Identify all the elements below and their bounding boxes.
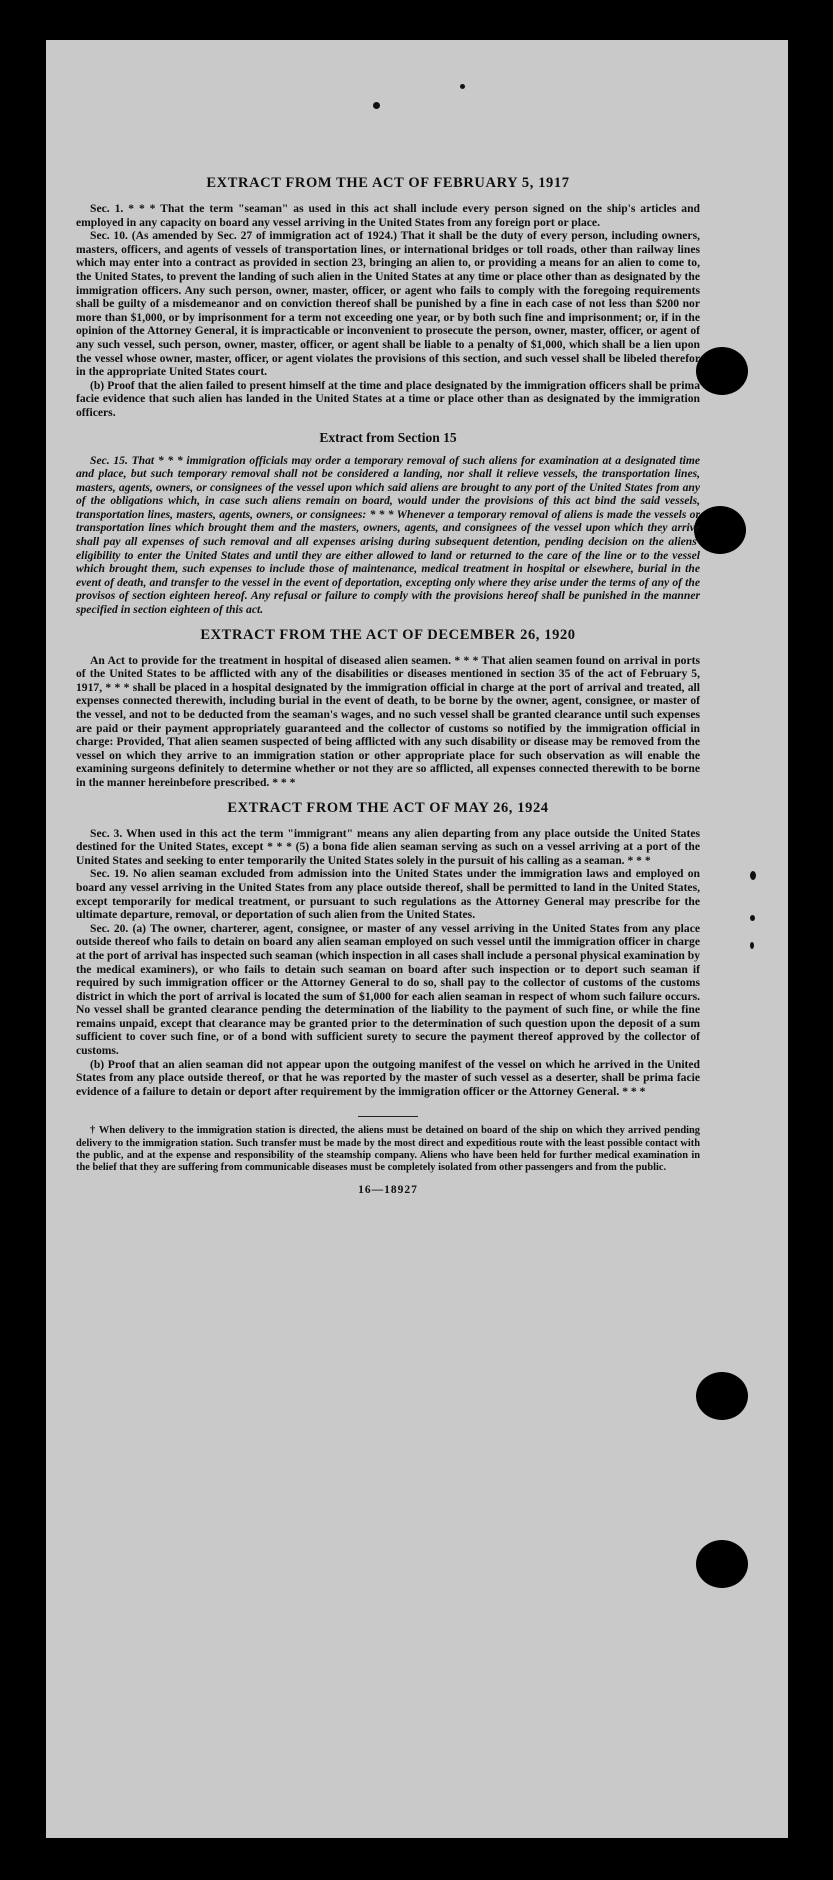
section-extract-15 — [76, 430, 700, 617]
paragraph: (b) Proof that an alien seaman did not appear upon the outgoing manifest of the vessel on which he arrived in the United States from any place outside thereof, or that he was reported by the master of such vessel as a deserter, shall be prima facie evidence of a failure to detain or deport after requirement by the immigration officer or the Attorney General. * * * — [76, 1057, 700, 1098]
paragraph: (b) Proof that the alien failed to present himself at the time and place designated by the immigration officers shall be prima facie evidence that such alien has landed in the United States at a time or place other than as designated by the immigration officers. — [76, 378, 700, 419]
paragraph: Sec. 10. (As amended by Sec. 27 of immigration act of 1924.) That it shall be the duty of every person, including owners, masters, officers, and agents of vessels of transportation lines, or international bridges or toll roads, other than railway lines which may enter into a contract as provided in section 23, bringing an alien to, or providing a means for an alien to come to, the United States, to prevent the landing of such alien in the United States at any time or place other than as designated by the immigration officers. Any such person, owner, master, officer, or agent who fails to comply with the foregoing requirements shall be guilty of a misdemeanor and on conviction thereof shall be punished by a fine in each case of not less than $200 nor more than $1,000, or by imprisonment for a term not exceeding one year, or by both such fine and imprisonment; or, if in the opinion of the Attorney General, it is impracticable or inconvenient to prosecute the person, owner, master, officer, or agent of any such vessel, such person, owner, master, officer, or agent shall be liable to a penalty of $1,000, which shall be a lien upon the vessel whose owner, master, officer, or agent violates the provisions of this section, and such vessel shall be libeled therefor in the appropriate United States court. — [76, 229, 700, 379]
footnote: † When delivery to the immigration station is directed, the aliens must be detained on board of the ship on which they arrived pending delivery to the immigration station. Such transfer must be made by the most direct and expeditious route with the least possible contact with the public, and at the expense and responsibility of the steamship company. Aliens who have been held for further medical examination in the belief that they are suffering from communicable diseases must be completely isolated from other passengers and from the public. — [76, 1125, 700, 1174]
section-heading: Extract from Section 15 — [319, 429, 457, 445]
section-act-1924 — [76, 800, 700, 1099]
section-heading: EXTRACT FROM THE ACT OF FEBRUARY 5, 1917 — [206, 175, 570, 191]
section-act-1920 — [76, 627, 700, 790]
binder-hole — [696, 1372, 748, 1420]
paragraph: An Act to provide for the treatment in hospital of diseased alien seamen. * * * That alien seamen found on arrival in ports of the United States to be afflicted with any of the disabilities or diseases mentioned in section 35 of the act of February 5, 1917, * * * shall be placed in a hospital designated by the immigration official in charge at the port of arrival and treated, all expenses connected therewith, including burial in the event of death, to be borne by the owner, agent, consignee, or master of the vessel, and not to be deducted from the seaman's wages, and no such vessel shall be granted clearance until such expenses are paid or their payment appropriately guaranteed and the collector of customs so notified by the immigration official in charge: Provided, That alien seamen suspected of being afflicted with any such disability or disease may be removed from the vessel on which they arrive to an immigration station or other appropriate place for such observation as will enable the examining surgeons definitely to determine whether or not they are so afflicted, all expenses connected therewith to be borne in the manner hereinbefore prescribed. * * * — [76, 653, 700, 789]
paragraph: Sec. 1. * * * That the term "seaman" as used in this act shall include every person signed on the ship's articles and employed in any capacity on board any vessel arriving in the United States from any foreign port or place. — [76, 202, 700, 229]
paragraph: Sec. 19. No alien seaman excluded from admission into the United States under the immigration laws and employed on board any vessel arriving in the United States from any place outside thereof, shall be permitted to land in the United States, except temporarily for medical treatment, or pursuant to such regulations as the Attorney General may prescribe for the ultimate departure, removal, or deportation of such alien from the United States. — [76, 867, 700, 922]
document-page — [76, 175, 700, 1196]
punch-mark — [373, 102, 380, 109]
paragraph: Sec. 20. (a) The owner, charterer, agent, consignee, or master of any vessel arriving in the United States from any place outside thereof who fails to detain on board any alien seaman employed on such vessel until the immigration officer in charge at the port of arrival has inspected such seaman (which inspection in all cases shall include a personal physical examination by the medical examiners), or who fails to detain such seaman on board after such inspection or to deport such seaman if required by such immigration officer or the Attorney General to do so, shall pay to the collector of customs of the customs district in which the port of arrival is located the sum of $1,000 for each alien seaman in respect of whom such failure occurs. No vessel shall be granted clearance pending the determination of the liability to the payment of such fine, or while the fine remains unpaid, except that clearance may be granted prior to the determination of such question upon the deposit of a sum sufficient to cover such fine, or of a bond with sufficient surety to secure the payment thereof approved by the collector of customs. — [76, 921, 700, 1058]
punch-mark — [460, 84, 465, 89]
binder-hole — [694, 506, 746, 554]
punch-mark — [750, 871, 756, 880]
paragraph: Sec. 15. That * * * immigration officials may order a temporary removal of such aliens for examination at a designated time and place, but such temporary removal shall not be considered a landing, nor shall it relieve vessels, the transportation lines, masters, agents, owners, or consignees of the vessel upon which said aliens are brought to any port of the United States from any of the obligations which, in case such aliens remain on board, would under the provisions of this act bind the said vessels, transportation lines, masters, agents, owners, or consignees: * * * Whenever a temporary removal of aliens is made the vessels or transportation lines which brought them and the masters, owners, agents, and consignees of the vessel upon which they arrive shall pay all expenses of such removal and all expenses arising during subsequent detention, pending decision on the aliens' eligibility to enter the United States and until they are either allowed to land or returned to the care of the line or to the vessel which brought them, such expenses to include those of maintenance, medical treatment in hospital or elsewhere, burial in the event of death, and transfer to the vessel in the event of deportation, excepting only where they arise under the terms of any of the provisos of section eighteen hereof. Any refusal or failure to comply with the provisions hereof shall be punished in the manner specified in section eighteen of this act. — [76, 453, 700, 617]
paragraph: Sec. 3. When used in this act the term "immigrant" means any alien departing from any place outside the United States destined for the United States, except * * * (5) a bona fide alien seaman serving as such on a vessel arriving at a port of the United States and seeking to enter temporarily the United States solely in the pursuit of his calling as a seaman. * * * — [76, 826, 700, 867]
section-heading: EXTRACT FROM THE ACT OF MAY 26, 1924 — [227, 799, 549, 816]
section-act-1917 — [76, 175, 700, 420]
binder-hole — [696, 1540, 748, 1588]
punch-mark — [750, 942, 754, 949]
punch-mark — [750, 915, 755, 921]
section-heading: EXTRACT FROM THE ACT OF DECEMBER 26, 1920 — [200, 626, 576, 643]
footnote-divider — [358, 1116, 418, 1117]
binder-hole — [696, 347, 748, 395]
page-number: 16—18927 — [358, 1184, 418, 1197]
